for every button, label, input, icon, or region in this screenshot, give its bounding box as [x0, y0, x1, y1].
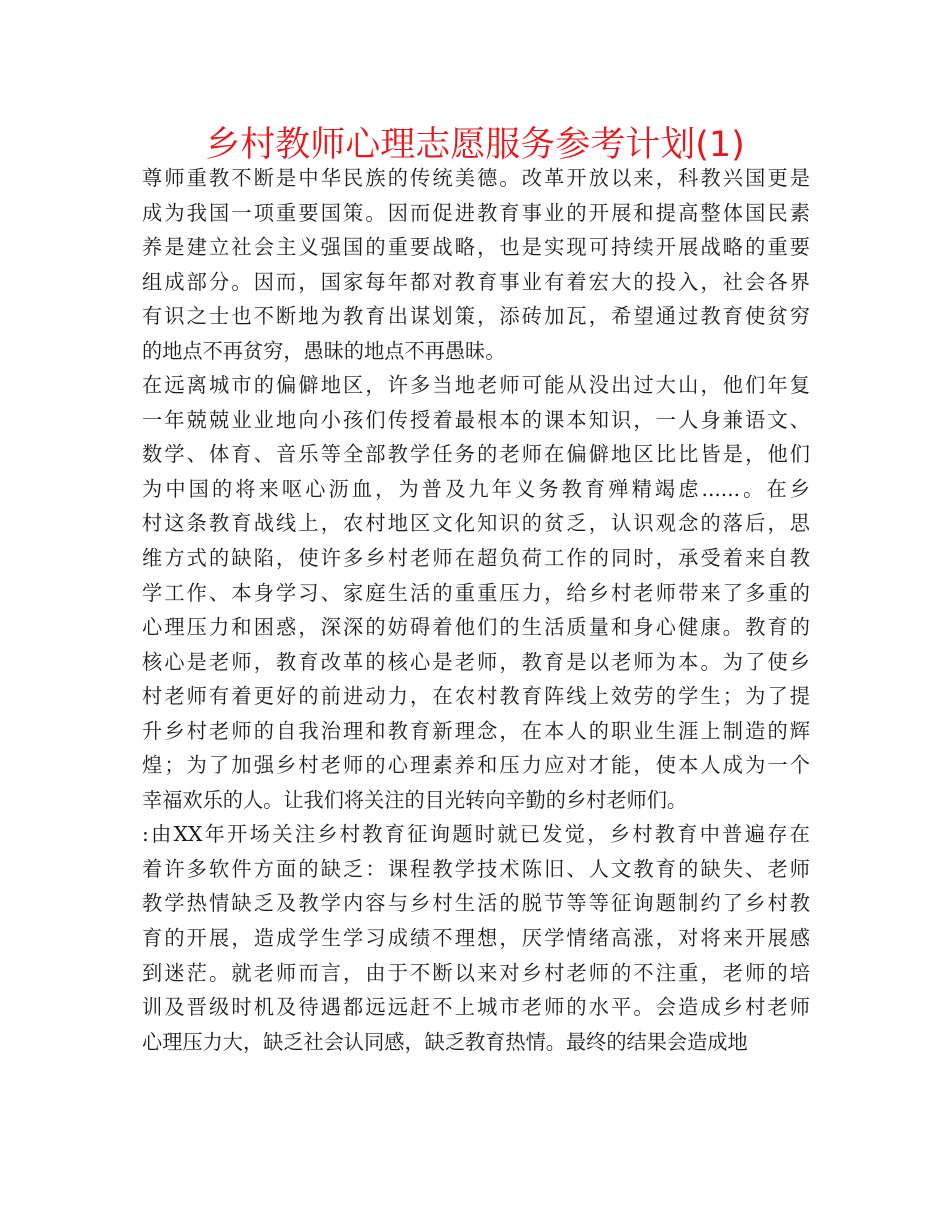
paragraph-line: 维方式的缺陷，使许多乡村老师在超负荷工作的同时，承受着来自教: [142, 546, 810, 571]
paragraph-line: 心理压力大，缺乏社会认同感，缺乏教育热情。最终的结果会造成地: [142, 1029, 748, 1054]
paragraph-line: 煌；为了加强乡村老师的心理素养和压力应对才能，使本人成为一个: [142, 753, 810, 778]
paragraph-line: 的地点不再贫穷，愚昧的地点不再愚昧。: [142, 338, 506, 363]
paragraph: [142, 161, 810, 368]
paragraph-line: 着许多软件方面的缺乏：课程教学技术陈旧、人文教育的缺失、老师: [142, 856, 810, 881]
paragraph-line: 村老师有着更好的前进动力，在农村教育阵线上效劳的学生；为了提: [142, 684, 810, 709]
paragraph-line: :由XX年开场关注乡村教育征询题时就已发觉，乡村教育中普遍存在: [142, 822, 810, 847]
paragraph-line: 尊师重教不断是中华民族的传统美德。改革开放以来，科教兴国更是: [142, 166, 810, 190]
document-title: 乡村教师心理志愿服务参考计划(1): [205, 125, 745, 165]
paragraph-line: 育的开展，造成学生学习成绩不理想，厌学情绪高涨，对将来开展感: [142, 926, 810, 951]
paragraph-line: 数学、体育、音乐等全部教学任务的老师在偏僻地区比比皆是，他们: [142, 442, 810, 467]
paragraph-line: 到迷茫。就老师而言，由于不断以来对乡村老师的不注重，老师的培: [142, 960, 810, 985]
paragraph-line: 成为我国一项重要国策。因而促进教育事业的开展和提高整体国民素: [142, 200, 810, 225]
paragraph-line: 幸福欢乐的人。让我们将关注的目光转向辛勤的乡村老师们。: [142, 787, 688, 812]
paragraph-line: 学工作、本身学习、家庭生活的重重压力，给乡村老师带来了多重的: [142, 580, 810, 605]
paragraph-line: 心理压力和困惑，深深的妨碍着他们的生活质量和身心健康。教育的: [142, 615, 810, 640]
paragraph-line: 养是建立社会主义强国的重要战略，也是实现可持续开展战略的重要: [142, 235, 810, 260]
paragraph-line: 升乡村老师的自我治理和教育新理念，在本人的职业生涯上制造的辉: [142, 718, 810, 743]
paragraph-line: 组成部分。因而，国家每年都对教育事业有着宏大的投入，社会各界: [142, 269, 810, 294]
paragraph: [142, 368, 810, 817]
paragraph-line: 核心是老师，教育改革的核心是老师，教育是以老师为本。为了使乡: [142, 649, 810, 674]
paragraph-line: 村这条教育战线上，农村地区文化知识的贫乏，认识观念的落后，思: [142, 511, 810, 536]
paragraph-line: 为中国的将来呕心沥血，为普及九年义务教育殚精竭虑......。在乡: [142, 476, 810, 501]
document-body: [142, 161, 810, 1059]
paragraph: [142, 817, 810, 1059]
paragraph-line: 训及晋级时机及待遇都远远赶不上城市老师的水平。会造成乡村老师: [142, 995, 810, 1020]
paragraph-line: 一年兢兢业业地向小孩们传授着最根本的课本知识，一人身兼语文、: [142, 407, 810, 432]
paragraph-line: 教学热情缺乏及教学内容与乡村生活的脱节等等征询题制约了乡村教: [142, 891, 810, 916]
paragraph-line: 在远离城市的偏僻地区，许多当地老师可能从没出过大山，他们年复: [142, 373, 810, 398]
paragraph-line: 有识之士也不断地为教育出谋划策，添砖加瓦，希望通过教育使贫穷: [142, 304, 810, 329]
